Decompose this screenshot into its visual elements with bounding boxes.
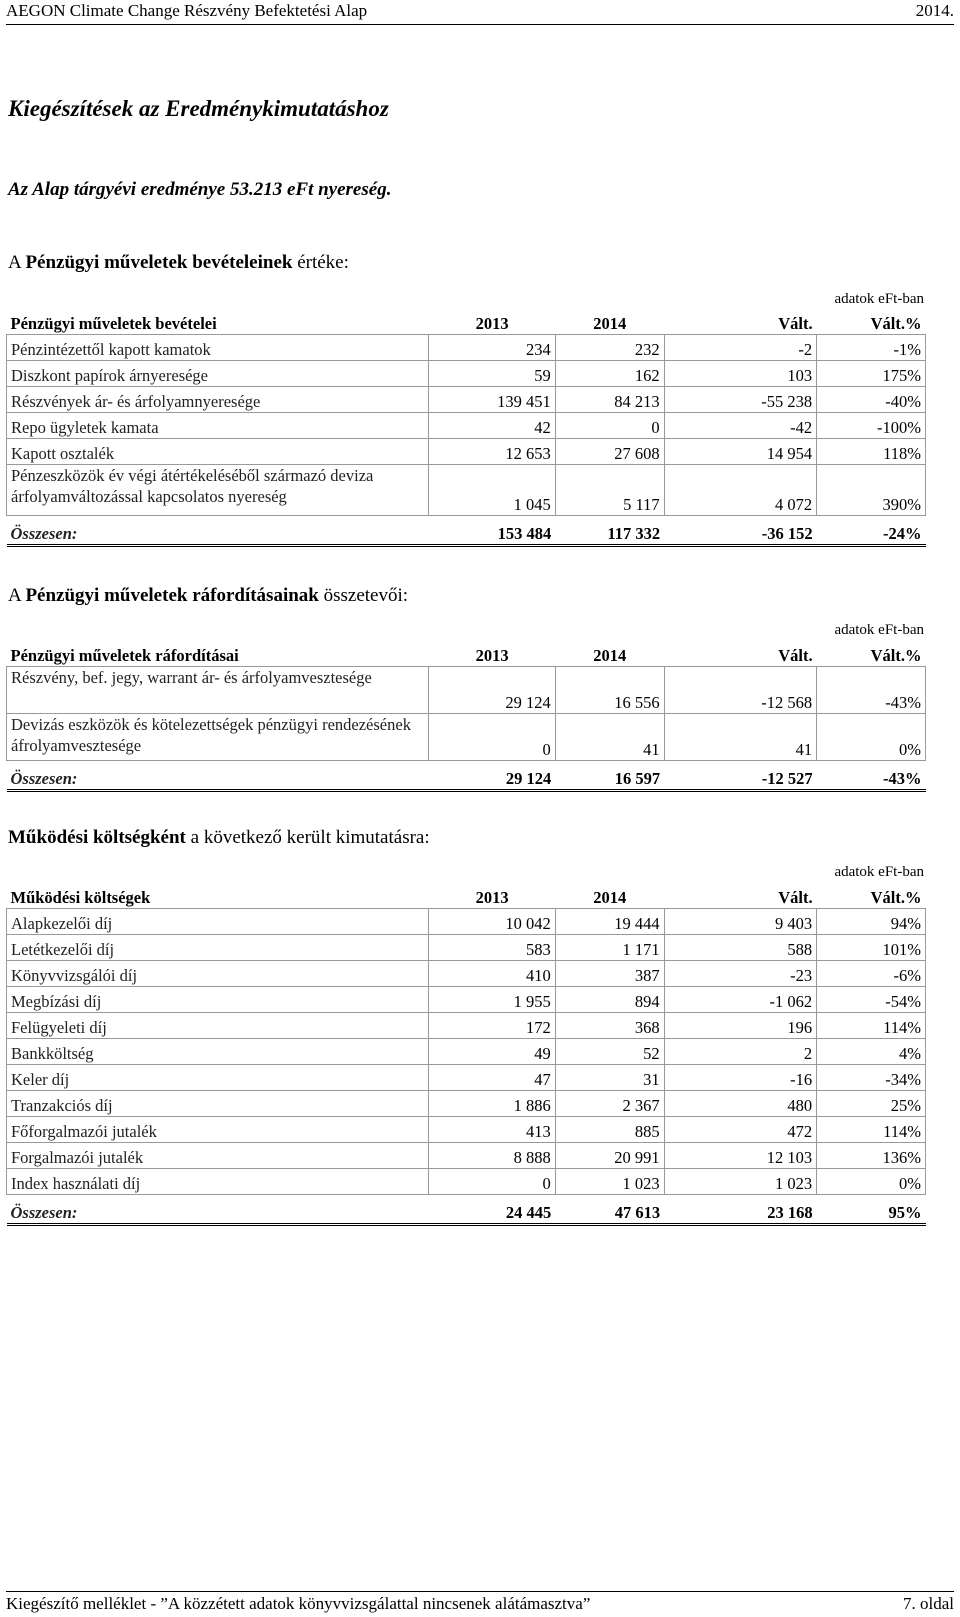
total-value: 24 445 <box>429 1195 555 1225</box>
total-row <box>7 761 926 791</box>
row-value: 472 <box>664 1117 816 1143</box>
row-value: 583 <box>429 935 555 961</box>
row-value: 894 <box>555 987 664 1013</box>
row-value: -43% <box>817 667 926 714</box>
table-row <box>7 1039 926 1065</box>
row-value: -1% <box>817 335 926 361</box>
row-label: Könyvvizsgálói díj <box>7 961 429 987</box>
expense-table <box>6 642 926 792</box>
row-value: 12 103 <box>664 1143 816 1169</box>
row-value: 136% <box>817 1143 926 1169</box>
row-value: 413 <box>429 1117 555 1143</box>
t2-unit: adatok eFt-ban <box>834 622 924 638</box>
row-value: 19 444 <box>555 909 664 935</box>
row-value: 196 <box>664 1013 816 1039</box>
header-year: 2014. <box>915 1 954 20</box>
row-value: 172 <box>429 1013 555 1039</box>
t1-header-0: Pénzügyi műveletek bevételei <box>7 310 429 335</box>
row-value: 9 403 <box>664 909 816 935</box>
row-value: 101% <box>817 935 926 961</box>
row-label: Kapott osztalék <box>7 439 429 465</box>
total-value: -24% <box>817 516 926 546</box>
row-value: 4% <box>817 1039 926 1065</box>
row-value: 12 653 <box>429 439 555 465</box>
row-value: 2 <box>664 1039 816 1065</box>
t2-intro-pre: A <box>8 585 21 606</box>
table-row <box>7 1169 926 1195</box>
t3-header-3: Vált. <box>664 884 816 909</box>
table-row <box>7 909 926 935</box>
t3-intro <box>8 827 430 849</box>
row-value: -16 <box>664 1065 816 1091</box>
t1-header-2: 2014 <box>555 310 664 335</box>
row-label: Devizás eszközök és kötelezettségek pénzügyi rendezésének áfrolyamvesztesége <box>7 714 429 761</box>
row-value: -12 568 <box>664 667 816 714</box>
row-label: Alapkezelői díj <box>7 909 429 935</box>
row-value: 0% <box>817 1169 926 1195</box>
t1-intro <box>8 252 349 274</box>
row-label: Bankköltség <box>7 1039 429 1065</box>
t1-unit: adatok eFt-ban <box>834 291 924 307</box>
row-label: Részvény, bef. jegy, warrant ár- és árfolyamvesztesége <box>7 667 429 714</box>
row-value: 410 <box>429 961 555 987</box>
t1-header-3: Vált. <box>664 310 816 335</box>
t1-header-1: 2013 <box>429 310 555 335</box>
page-heading: Kiegészítések az Eredménykimutatáshoz <box>8 96 389 121</box>
total-value: 47 613 <box>555 1195 664 1225</box>
t1-intro-pre: A <box>8 252 21 273</box>
table-row <box>7 1143 926 1169</box>
total-value: 29 124 <box>429 761 555 791</box>
total-value: -36 152 <box>664 516 816 546</box>
row-value: 114% <box>817 1117 926 1143</box>
row-label: Pénzeszközök év végi átértékeléséből származó deviza árfolyamváltozással kapcsolatos nyereség <box>7 465 429 516</box>
total-value: 117 332 <box>555 516 664 546</box>
row-value: 25% <box>817 1091 926 1117</box>
row-label: Megbízási díj <box>7 987 429 1013</box>
t2-header-0: Pénzügyi műveletek ráfordításai <box>7 642 429 667</box>
row-value: 84 213 <box>555 387 664 413</box>
total-value: 95% <box>817 1195 926 1225</box>
row-value: 1 171 <box>555 935 664 961</box>
row-label: Tranzakciós díj <box>7 1091 429 1117</box>
t2-intro-post: összetevői: <box>323 585 409 606</box>
row-value: -100% <box>817 413 926 439</box>
t3-header-2: 2014 <box>555 884 664 909</box>
table-row <box>7 465 926 516</box>
table-row <box>7 387 926 413</box>
row-value: 390% <box>817 465 926 516</box>
row-value: 41 <box>555 714 664 761</box>
t1-header-4: Vált.% <box>817 310 926 335</box>
total-value: -12 527 <box>664 761 816 791</box>
row-value: 27 608 <box>555 439 664 465</box>
row-value: 234 <box>429 335 555 361</box>
t3-header-0: Működési költségek <box>7 884 429 909</box>
row-value: 41 <box>664 714 816 761</box>
row-value: 1 023 <box>555 1169 664 1195</box>
row-label: Letétkezelői díj <box>7 935 429 961</box>
total-value: 16 597 <box>555 761 664 791</box>
row-value: 588 <box>664 935 816 961</box>
row-value: 52 <box>555 1039 664 1065</box>
row-value: 29 124 <box>429 667 555 714</box>
row-label: Diszkont papírok árnyeresége <box>7 361 429 387</box>
row-value: 47 <box>429 1065 555 1091</box>
row-value: -54% <box>817 987 926 1013</box>
row-value: 8 888 <box>429 1143 555 1169</box>
table-row <box>7 1091 926 1117</box>
row-value: 94% <box>817 909 926 935</box>
t2-header-1: 2013 <box>429 642 555 667</box>
table-row <box>7 1117 926 1143</box>
t3-header-4: Vált.% <box>817 884 926 909</box>
total-value: 153 484 <box>429 516 555 546</box>
row-label: Részvények ár- és árfolyamnyeresége <box>7 387 429 413</box>
t3-intro-post: a következő került kimutatásra: <box>190 827 430 848</box>
table-row <box>7 935 926 961</box>
row-value: 139 451 <box>429 387 555 413</box>
row-value: 0 <box>429 714 555 761</box>
row-value: 480 <box>664 1091 816 1117</box>
total-value: 23 168 <box>664 1195 816 1225</box>
t1-intro-bold: Pénzügyi műveletek bevételeinek <box>25 252 293 273</box>
row-label: Forgalmazói jutalék <box>7 1143 429 1169</box>
row-value: 1 886 <box>429 1091 555 1117</box>
row-value: 1 023 <box>664 1169 816 1195</box>
table-row <box>7 987 926 1013</box>
row-value: 162 <box>555 361 664 387</box>
footer-text: Kiegészítő melléklet - ”A közzétett adatok könyvvizsgálattal nincsenek alátámasztva” <box>6 1594 591 1613</box>
row-value: 16 556 <box>555 667 664 714</box>
row-value: -2 <box>664 335 816 361</box>
row-value: 0 <box>429 1169 555 1195</box>
total-label: Összesen: <box>7 1195 429 1225</box>
t3-header-1: 2013 <box>429 884 555 909</box>
total-value: -43% <box>817 761 926 791</box>
income-table <box>6 310 926 547</box>
row-value: 5 117 <box>555 465 664 516</box>
row-label: Repo ügyletek kamata <box>7 413 429 439</box>
t3-intro-bold: Működési költségként <box>8 827 186 848</box>
row-label: Index használati díj <box>7 1169 429 1195</box>
total-row <box>7 1195 926 1225</box>
row-label: Felügyeleti díj <box>7 1013 429 1039</box>
row-label: Keler díj <box>7 1065 429 1091</box>
row-value: -6% <box>817 961 926 987</box>
row-value: -55 238 <box>664 387 816 413</box>
total-label: Összesen: <box>7 516 429 546</box>
row-value: 20 991 <box>555 1143 664 1169</box>
row-value: 4 072 <box>664 465 816 516</box>
t2-header-2: 2014 <box>555 642 664 667</box>
row-label: Pénzintézettől kapott kamatok <box>7 335 429 361</box>
row-value: 114% <box>817 1013 926 1039</box>
result-line: Az Alap tárgyévi eredménye 53.213 eFt nyereség. <box>8 179 392 200</box>
t1-intro-post: értéke: <box>297 252 349 273</box>
row-value: 175% <box>817 361 926 387</box>
row-value: -1 062 <box>664 987 816 1013</box>
row-value: 31 <box>555 1065 664 1091</box>
table-row <box>7 1065 926 1091</box>
row-value: 1 955 <box>429 987 555 1013</box>
row-value: 42 <box>429 413 555 439</box>
table-row <box>7 667 926 714</box>
page-header <box>6 0 954 25</box>
t3-unit: adatok eFt-ban <box>834 864 924 880</box>
row-value: 118% <box>817 439 926 465</box>
row-value: -42 <box>664 413 816 439</box>
total-row <box>7 516 926 546</box>
t2-intro-bold: Pénzügyi műveletek ráfordításainak <box>25 585 319 606</box>
header-title: AEGON Climate Change Részvény Befektetési Alap <box>6 1 368 20</box>
row-label: Főforgalmazói jutalék <box>7 1117 429 1143</box>
row-value: -34% <box>817 1065 926 1091</box>
table-row <box>7 714 926 761</box>
row-value: 10 042 <box>429 909 555 935</box>
t2-header-4: Vált.% <box>817 642 926 667</box>
total-label: Összesen: <box>7 761 429 791</box>
row-value: 2 367 <box>555 1091 664 1117</box>
row-value: 0 <box>555 413 664 439</box>
operating-cost-table <box>6 884 926 1226</box>
row-value: 59 <box>429 361 555 387</box>
table-row <box>7 335 926 361</box>
row-value: -23 <box>664 961 816 987</box>
row-value: 232 <box>555 335 664 361</box>
footer-page: 7. oldal <box>903 1594 954 1613</box>
row-value: -40% <box>817 387 926 413</box>
row-value: 1 045 <box>429 465 555 516</box>
row-value: 387 <box>555 961 664 987</box>
row-value: 49 <box>429 1039 555 1065</box>
t2-intro <box>8 585 408 607</box>
table-row <box>7 961 926 987</box>
table-row <box>7 1013 926 1039</box>
row-value: 0% <box>817 714 926 761</box>
table-row <box>7 361 926 387</box>
t2-header-3: Vált. <box>664 642 816 667</box>
table-row <box>7 439 926 465</box>
table-row <box>7 413 926 439</box>
row-value: 368 <box>555 1013 664 1039</box>
row-value: 885 <box>555 1117 664 1143</box>
row-value: 103 <box>664 361 816 387</box>
row-value: 14 954 <box>664 439 816 465</box>
page-footer <box>6 1591 954 1616</box>
